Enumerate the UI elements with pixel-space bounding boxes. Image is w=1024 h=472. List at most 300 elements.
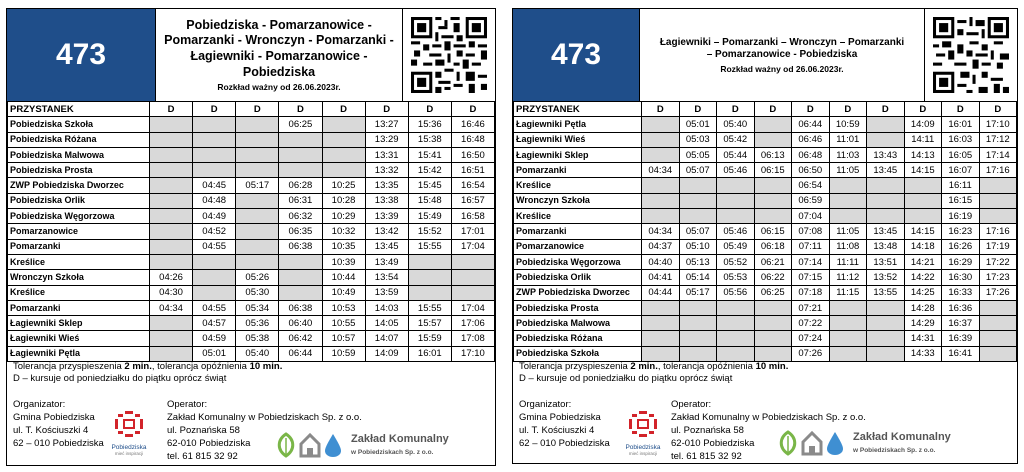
departure-time	[642, 316, 680, 331]
departure-time: 04:34	[150, 300, 193, 315]
departure-time: 10:25	[322, 178, 365, 193]
departure-time: 16:03	[942, 132, 980, 147]
departure-time	[279, 254, 322, 269]
departure-time: 13:45	[867, 163, 905, 178]
departure-time: 06:44	[792, 117, 830, 132]
departure-time: 04:57	[193, 316, 236, 331]
departure-time: 16:01	[408, 346, 451, 361]
departure-time: 13:54	[365, 270, 408, 285]
departure-time	[408, 254, 451, 269]
stop-name: Pobiedziska Malwowa	[8, 147, 150, 162]
departure-time: 05:30	[236, 285, 279, 300]
departure-time: 05:03	[679, 132, 717, 147]
departure-time: 15:55	[408, 239, 451, 254]
stop-name: Pomarzanowice	[514, 239, 642, 254]
departure-time	[867, 300, 905, 315]
departure-time: 04:48	[193, 193, 236, 208]
departure-time: 16:50	[451, 147, 494, 162]
pobiedziska-logo-sub: mieć inspiracji	[114, 451, 144, 456]
departure-time	[150, 316, 193, 331]
departure-time: 17:04	[451, 300, 494, 315]
leaf-house-drop-icon	[777, 430, 847, 456]
departure-time: 15:49	[408, 209, 451, 224]
stop-name: Kreślice	[514, 178, 642, 193]
departure-time: 07:08	[792, 224, 830, 239]
header	[7, 9, 495, 102]
departure-time: 14:09	[365, 346, 408, 361]
departure-time	[193, 117, 236, 132]
departure-time: 10:55	[322, 316, 365, 331]
departure-time: 16:41	[942, 346, 980, 361]
departure-time	[642, 193, 680, 208]
departure-time: 17:10	[979, 117, 1017, 132]
departure-time	[979, 300, 1017, 315]
table-row	[8, 178, 495, 193]
stop-name: Pomarzanki	[8, 300, 150, 315]
valid-from: Rozkład ważny od 26.06.2023r.	[217, 82, 341, 93]
departure-time	[754, 132, 792, 147]
pobiedziska-logo	[621, 409, 665, 457]
departure-time: 16:30	[942, 270, 980, 285]
trip-column-header: D	[679, 102, 717, 117]
operator-block: Operator: Zakład Komunalny w Pobiedziskach Sp. z o.o. ul. Poznańska 58 62-010 Pobiedziska tel. 61 815 32 92	[167, 399, 362, 462]
departure-time	[642, 346, 680, 361]
departure-time	[904, 178, 942, 193]
departure-time: 05:42	[717, 132, 755, 147]
departure-time	[451, 254, 494, 269]
departure-time: 13:32	[365, 163, 408, 178]
departure-time	[679, 346, 717, 361]
departure-time	[679, 300, 717, 315]
departure-time: 04:49	[193, 209, 236, 224]
route-line: – Pomarzanowice - Pobiedziska	[706, 49, 858, 60]
departure-time: 05:46	[717, 224, 755, 239]
departure-time: 14:05	[365, 316, 408, 331]
departure-time: 15:36	[408, 117, 451, 132]
trip-column-header: D	[754, 102, 792, 117]
departure-time	[236, 193, 279, 208]
table-row	[8, 331, 495, 346]
departure-time: 04:59	[193, 331, 236, 346]
departure-time	[867, 316, 905, 331]
trip-column-header: D	[279, 102, 322, 117]
stop-name: Wronczyn Szkoła	[8, 270, 150, 285]
trip-column-header: D	[717, 102, 755, 117]
departure-time	[829, 193, 867, 208]
departure-time	[679, 209, 717, 224]
departure-time: 10:59	[829, 117, 867, 132]
departure-time: 13:51	[867, 254, 905, 269]
departure-time: 13:38	[365, 193, 408, 208]
departure-time	[642, 147, 680, 162]
departure-time: 04:30	[150, 285, 193, 300]
departure-time	[754, 178, 792, 193]
departure-time: 07:24	[792, 331, 830, 346]
departure-time: 15:52	[408, 224, 451, 239]
route-line: Pobiedziska	[242, 64, 316, 79]
departure-time: 06:15	[754, 163, 792, 178]
departure-time: 06:22	[754, 270, 792, 285]
qr-code-icon	[933, 17, 1009, 93]
departure-time: 17:06	[451, 316, 494, 331]
departure-time: 13:52	[867, 270, 905, 285]
table-row	[514, 254, 1017, 269]
departure-time: 06:48	[792, 147, 830, 162]
organizer-block: Organizator: Gmina Pobiedziska ul. T. Kościuszki 4 62 – 010 Pobiedziska	[13, 399, 104, 449]
departure-time	[642, 300, 680, 315]
table-row	[8, 300, 495, 315]
departure-time: 11:03	[829, 147, 867, 162]
trip-column-header: D	[322, 102, 365, 117]
departure-time	[193, 254, 236, 269]
departure-time: 16:46	[451, 117, 494, 132]
departure-time: 16:57	[451, 193, 494, 208]
departure-time: 13:42	[365, 224, 408, 239]
departure-time	[754, 300, 792, 315]
departure-time: 06:54	[792, 178, 830, 193]
departure-time	[717, 331, 755, 346]
departure-time: 07:26	[792, 346, 830, 361]
departure-time	[754, 316, 792, 331]
table-row	[514, 224, 1017, 239]
departure-time: 05:17	[679, 285, 717, 300]
table-row	[514, 239, 1017, 254]
stop-name: Pobiedziska Szkoła	[514, 346, 642, 361]
departure-time	[322, 117, 365, 132]
departure-time: 06:32	[279, 209, 322, 224]
departure-time	[904, 209, 942, 224]
departure-time	[754, 193, 792, 208]
departure-time: 04:34	[642, 163, 680, 178]
departure-time: 16:33	[942, 285, 980, 300]
departure-time: 13:39	[365, 209, 408, 224]
departure-time: 14:25	[904, 285, 942, 300]
legend-note: D – kursuje od poniedziałku do piątku oprócz świąt	[13, 373, 227, 384]
departure-time: 05:26	[236, 270, 279, 285]
stop-name: Łagiewniki Sklep	[8, 316, 150, 331]
departure-time	[979, 316, 1017, 331]
departure-time	[717, 316, 755, 331]
table-row	[8, 132, 495, 147]
table-row	[514, 147, 1017, 162]
departure-time: 10:44	[322, 270, 365, 285]
pobiedziska-logo-icon	[107, 409, 151, 439]
departure-time: 06:59	[792, 193, 830, 208]
departure-time: 16:05	[942, 147, 980, 162]
departure-time	[979, 331, 1017, 346]
table-row	[8, 147, 495, 162]
departure-time: 17:19	[979, 239, 1017, 254]
tolerance-note: Tolerancja przyspieszenia 2 min., tolerancja opóźnienia 10 min.	[13, 361, 283, 372]
stop-name: Pobiedziska Szkoła	[8, 117, 150, 132]
table-row	[514, 193, 1017, 208]
departure-time: 05:05	[679, 147, 717, 162]
departure-time: 11:05	[829, 163, 867, 178]
departure-time: 17:23	[979, 270, 1017, 285]
trip-column-header: D	[365, 102, 408, 117]
departure-time	[451, 270, 494, 285]
table-row	[8, 224, 495, 239]
table-row	[514, 178, 1017, 193]
trip-column-header: D	[829, 102, 867, 117]
stop-name: Pobiedziska Węgorzowa	[8, 209, 150, 224]
departure-time: 06:13	[754, 147, 792, 162]
departure-time	[236, 209, 279, 224]
pobiedziska-logo	[107, 409, 151, 457]
route-line: Łagiewniki - Pomarzanowice -	[190, 49, 368, 63]
table-row	[514, 300, 1017, 315]
zaklad-komunalny-logo	[275, 431, 449, 459]
timetable-panel-right	[512, 8, 1018, 464]
departure-time: 16:36	[942, 300, 980, 315]
departure-time: 17:14	[979, 147, 1017, 162]
departure-time: 13:55	[867, 285, 905, 300]
departure-time: 06:40	[279, 316, 322, 331]
departure-time: 17:04	[451, 239, 494, 254]
departure-time: 07:21	[792, 300, 830, 315]
departure-time	[979, 346, 1017, 361]
departure-time	[236, 254, 279, 269]
leaf-house-drop-icon	[275, 432, 345, 458]
departure-time: 13:43	[867, 147, 905, 162]
table-row	[8, 346, 495, 361]
departure-time: 13:35	[365, 178, 408, 193]
departure-time	[867, 209, 905, 224]
departure-time: 14:09	[904, 117, 942, 132]
departure-time: 11:01	[829, 132, 867, 147]
departure-time	[829, 346, 867, 361]
departure-time: 16:15	[942, 193, 980, 208]
table-row	[8, 239, 495, 254]
departure-time: 06:38	[279, 239, 322, 254]
departure-time: 15:55	[408, 300, 451, 315]
departure-time: 14:22	[904, 270, 942, 285]
departure-time	[717, 193, 755, 208]
table-row	[8, 193, 495, 208]
stop-name: ZWP Pobiedziska Dworzec	[514, 285, 642, 300]
departure-time	[867, 178, 905, 193]
route-title	[155, 9, 403, 101]
departure-time: 04:34	[642, 224, 680, 239]
departure-time	[150, 346, 193, 361]
stop-name: Pobiedziska Orlik	[8, 193, 150, 208]
departure-time	[754, 117, 792, 132]
departure-time: 06:35	[279, 224, 322, 239]
departure-time: 05:38	[236, 331, 279, 346]
trip-column-header: D	[451, 102, 494, 117]
departure-time: 06:21	[754, 254, 792, 269]
table-row	[514, 163, 1017, 178]
stop-name: Pobiedziska Orlik	[514, 270, 642, 285]
departure-time: 10:35	[322, 239, 365, 254]
table-row	[514, 270, 1017, 285]
departure-time: 10:39	[322, 254, 365, 269]
zaklad-komunalny-logo	[777, 429, 951, 457]
departure-time: 10:32	[322, 224, 365, 239]
trip-column-header: D	[150, 102, 193, 117]
stop-name: Łagiewniki Wieś	[8, 331, 150, 346]
table-row	[8, 285, 495, 300]
departure-time: 10:49	[322, 285, 365, 300]
departure-time: 04:26	[150, 270, 193, 285]
departure-time: 11:08	[829, 239, 867, 254]
departure-time: 13:27	[365, 117, 408, 132]
departure-time: 14:21	[904, 254, 942, 269]
departure-time: 16:01	[942, 117, 980, 132]
departure-time: 05:07	[679, 224, 717, 239]
table-row	[514, 132, 1017, 147]
departure-time: 13:45	[867, 224, 905, 239]
departure-time: 11:12	[829, 270, 867, 285]
timetable-left	[7, 101, 495, 362]
departure-time: 13:48	[867, 239, 905, 254]
route-line: Pobiedziska - Pomarzanowice -	[186, 17, 372, 32]
departure-time: 05:07	[679, 163, 717, 178]
departure-time	[642, 132, 680, 147]
departure-time	[451, 285, 494, 300]
departure-time: 14:33	[904, 346, 942, 361]
stop-name: Pobiedziska Prosta	[8, 163, 150, 178]
departure-time	[236, 239, 279, 254]
departure-time	[236, 224, 279, 239]
departure-time: 05:01	[679, 117, 717, 132]
departure-time: 05:53	[717, 270, 755, 285]
departure-time: 14:15	[904, 163, 942, 178]
route-title	[639, 9, 925, 101]
departure-time	[717, 209, 755, 224]
stop-name: Łagiewniki Pętla	[8, 346, 150, 361]
departure-time: 15:42	[408, 163, 451, 178]
departure-time	[150, 147, 193, 162]
departure-time: 05:14	[679, 270, 717, 285]
departure-time: 05:34	[236, 300, 279, 315]
departure-time: 05:52	[717, 254, 755, 269]
stop-name: Kreślice	[8, 285, 150, 300]
departure-time: 05:49	[717, 239, 755, 254]
trip-column-header: D	[193, 102, 236, 117]
departure-time: 16:39	[942, 331, 980, 346]
departure-time: 17:22	[979, 254, 1017, 269]
departure-time: 13:31	[365, 147, 408, 162]
departure-time: 04:45	[193, 178, 236, 193]
departure-time	[408, 270, 451, 285]
trip-column-header: D	[867, 102, 905, 117]
tolerance-note: Tolerancja przyspieszenia 2 min., tolerancja opóźnienia 10 min.	[519, 361, 789, 372]
departure-time: 16:37	[942, 316, 980, 331]
departure-time	[150, 209, 193, 224]
trip-column-header: D	[792, 102, 830, 117]
stop-name: Pobiedziska Węgorzowa	[514, 254, 642, 269]
departure-time: 16:48	[451, 132, 494, 147]
departure-time: 16:11	[942, 178, 980, 193]
departure-time: 15:38	[408, 132, 451, 147]
departure-time: 16:29	[942, 254, 980, 269]
table-row	[514, 117, 1017, 132]
departure-time: 05:44	[717, 147, 755, 162]
departure-time	[279, 270, 322, 285]
stop-name: Pomarzanki	[8, 239, 150, 254]
stop-name: Pobiedziska Różana	[514, 331, 642, 346]
departure-time	[150, 178, 193, 193]
departure-time: 17:01	[451, 224, 494, 239]
departure-time: 17:16	[979, 163, 1017, 178]
departure-time	[829, 316, 867, 331]
departure-time: 05:40	[236, 346, 279, 361]
departure-time: 06:25	[754, 285, 792, 300]
departure-time	[717, 346, 755, 361]
departure-time: 06:50	[792, 163, 830, 178]
departure-time: 05:10	[679, 239, 717, 254]
table-row	[514, 331, 1017, 346]
timetable-panel-left	[6, 8, 496, 466]
departure-time: 14:28	[904, 300, 942, 315]
departure-time: 06:18	[754, 239, 792, 254]
departure-time	[642, 178, 680, 193]
departure-time: 14:15	[904, 224, 942, 239]
departure-time: 05:56	[717, 285, 755, 300]
departure-time	[279, 285, 322, 300]
table-row	[514, 209, 1017, 224]
departure-time: 07:22	[792, 316, 830, 331]
route-name	[164, 18, 394, 81]
departure-time	[193, 147, 236, 162]
departure-time: 07:15	[792, 270, 830, 285]
table-row	[514, 316, 1017, 331]
stop-column-header: PRZYSTANEK	[514, 102, 642, 117]
zk-text: Zakład Komunalny w Pobiedziskach Sp. z o.o.	[853, 431, 951, 454]
departure-time	[236, 163, 279, 178]
departure-time	[193, 163, 236, 178]
departure-time: 14:29	[904, 316, 942, 331]
departure-time	[679, 316, 717, 331]
header	[513, 9, 1017, 102]
departure-time	[150, 331, 193, 346]
departure-time: 11:11	[829, 254, 867, 269]
table-row	[8, 316, 495, 331]
stop-column-header: PRZYSTANEK	[8, 102, 150, 117]
trip-column-header: D	[979, 102, 1017, 117]
departure-time: 16:58	[451, 209, 494, 224]
departure-time: 16:51	[451, 163, 494, 178]
departure-time	[322, 147, 365, 162]
departure-time	[979, 178, 1017, 193]
stop-name: Kreślice	[514, 209, 642, 224]
stop-name: Pobiedziska Prosta	[514, 300, 642, 315]
departure-time	[236, 147, 279, 162]
departure-time	[322, 163, 365, 178]
departure-time: 07:14	[792, 254, 830, 269]
zk-text: Zakład Komunalny w Pobiedziskach Sp. z o.o.	[351, 433, 449, 456]
departure-time	[717, 300, 755, 315]
departure-time: 17:08	[451, 331, 494, 346]
departure-time: 13:45	[365, 239, 408, 254]
pobiedziska-logo-text: Pobiedziska	[111, 444, 147, 451]
departure-time	[867, 132, 905, 147]
departure-time: 06:44	[279, 346, 322, 361]
line-number: 473	[513, 9, 639, 101]
stop-name: Łagiewniki Sklep	[514, 147, 642, 162]
departure-time: 14:07	[365, 331, 408, 346]
departure-time: 15:48	[408, 193, 451, 208]
departure-time: 14:13	[904, 147, 942, 162]
departure-time: 17:16	[979, 224, 1017, 239]
stop-name: ZWP Pobiedziska Dworzec	[8, 178, 150, 193]
departure-time: 07:11	[792, 239, 830, 254]
departure-time	[642, 331, 680, 346]
table-row	[8, 270, 495, 285]
departure-time	[867, 117, 905, 132]
stop-name: Pomarzanki	[514, 224, 642, 239]
